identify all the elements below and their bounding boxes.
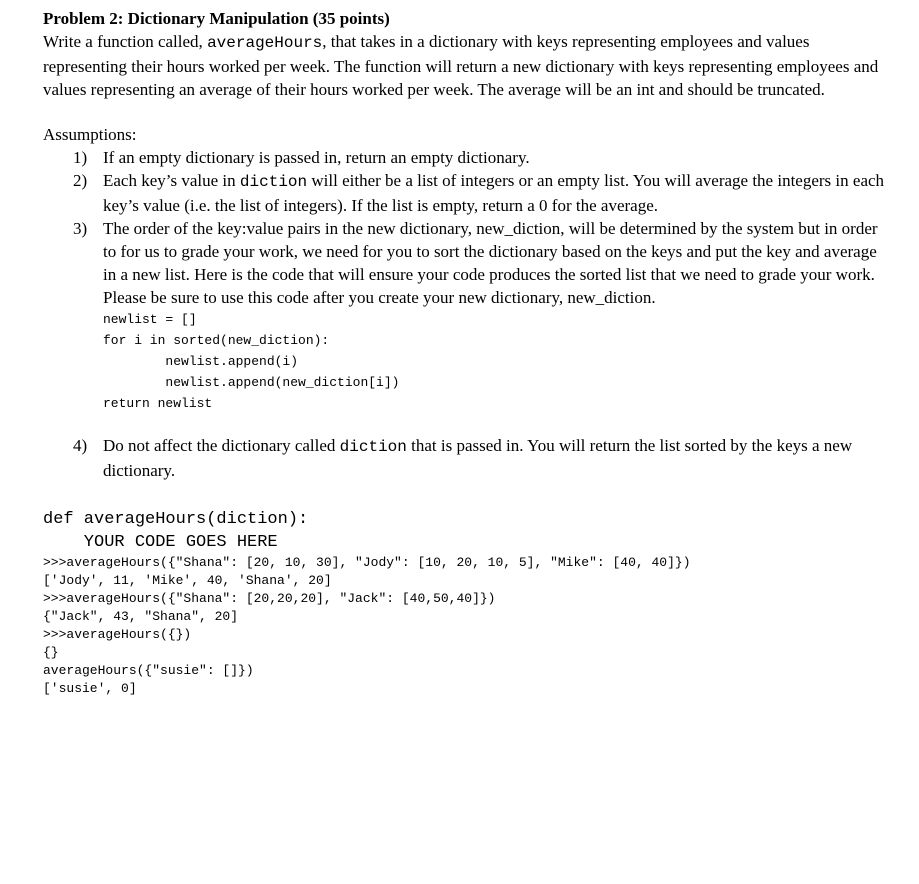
diction-code: diction — [239, 173, 308, 191]
assumption-item-2 — [43, 169, 893, 217]
problem-intro — [43, 30, 893, 101]
assumptions-list — [43, 146, 893, 482]
example-call: >>>averageHours({"Shana": [20, 10, 30], "Jody": [10, 20, 10, 5], "Mike": [40, 40]}) — [43, 555, 691, 570]
intro-text-end: , that takes in a dictionary with keys representing employees and values representing their hours worked per week. The function will return a new dictionary with keys representing employees and values representing an average of their hours worked per week. The average will be an int and should be truncated. — [43, 32, 879, 99]
intro-text-start: Write a function called, — [43, 32, 208, 51]
example-3 — [43, 626, 893, 662]
function-definition — [43, 508, 893, 554]
example-call: >>>averageHours({"Shana": [20,20,20], "Jack": [40,50,40]}) — [43, 591, 496, 606]
assumption-text-start: Each key’s value in — [103, 171, 240, 190]
problem-document — [43, 8, 893, 698]
assumption-text-start: Do not affect the dictionary called — [103, 436, 340, 455]
diction-code: diction — [339, 438, 407, 456]
assumption-number: 3) — [73, 219, 88, 238]
example-result: ['Jody', 11, 'Mike', 40, 'Shana', 20] — [43, 573, 332, 588]
example-call: >>>averageHours({}) — [43, 627, 192, 642]
example-result: {"Jack", 43, "Shana", 20] — [43, 609, 239, 624]
assumption-number: 1) — [73, 148, 88, 167]
assumption-item-3 — [43, 217, 893, 414]
assumption-text-end: that is passed in. You will return the list sorted by the keys a new dictionary. — [103, 436, 853, 480]
assumption-text-end: will either be a list of integers or an empty list. You will average the integers in each key’s value (i.e. the list of integers). If the list is empty, return a 0 for the average. — [103, 171, 885, 215]
example-1 — [43, 554, 893, 590]
assumption-item-1 — [43, 146, 893, 169]
sorting-code-block: newlist = [] for i in sorted(new_diction): newlist.append(i) newlist.append(new_diction[i]) return newlist — [103, 312, 400, 411]
problem-title: Problem 2: Dictionary Manipulation (35 points) — [43, 9, 390, 28]
assumption-number: 2) — [73, 171, 88, 190]
example-result: ['susie', 0] — [43, 681, 137, 696]
assumption-item-4 — [43, 434, 893, 482]
function-signature: def averageHours(diction): — [43, 510, 309, 529]
example-call: averageHours({"susie": []}) — [43, 663, 254, 678]
example-4 — [43, 662, 893, 698]
assumption-number: 4) — [73, 436, 88, 455]
assumptions-label: Assumptions: — [43, 125, 137, 144]
example-2 — [43, 590, 893, 626]
function-name-code: averageHours — [207, 34, 323, 52]
code-placeholder: YOUR CODE GOES HERE — [43, 533, 278, 552]
assumption-text: The order of the key:value pairs in the new dictionary, new_diction, will be determined by the system but in order to for us to grade your work, we need for you to sort the dictionary based on the keys and put the key and average in a new list. Here is the code that will ensure your code produces the sorted list that we need to grade your work. Please be sure to use this code after you create your new dictionary, new_diction. — [103, 219, 878, 307]
assumption-text: If an empty dictionary is passed in, return an empty dictionary. — [103, 148, 530, 167]
example-result: {} — [43, 645, 59, 660]
